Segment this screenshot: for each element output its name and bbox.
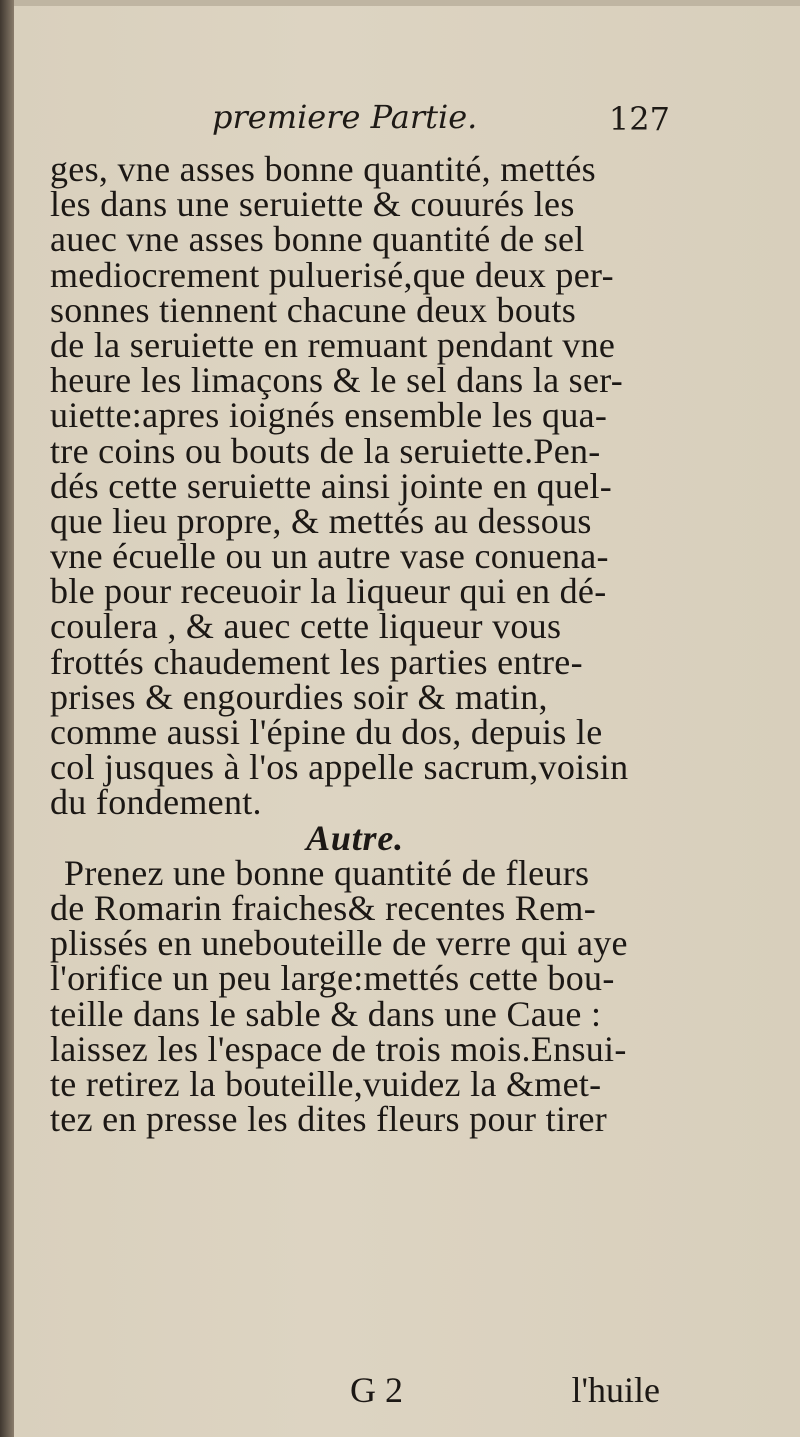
text-line: heure les limaçons & le sel dans la ser- — [50, 360, 624, 401]
text-line: que lieu propre, & mettés au dessous — [50, 500, 592, 541]
text-line: te retirez la bouteille,vuidez la &met- — [50, 1063, 602, 1104]
running-head: premiere Partie. — [212, 98, 478, 136]
text-line: de Romarin fraiches& recentes Rem- — [50, 887, 596, 928]
catchword: l'huile — [571, 1370, 660, 1410]
binding-shadow — [0, 0, 14, 1437]
page-header — [200, 98, 670, 142]
text-line: coulera , & auec cette liqueur vous — [50, 606, 562, 647]
text-line: uiette:apres ioignés ensemble les qua- — [50, 395, 608, 436]
text-line: du fondement. — [50, 782, 262, 823]
text-line: dés cette seruiette ainsi jointe en quel- — [50, 465, 613, 506]
page-number: 127 — [608, 100, 670, 138]
text-line: tez en presse les dites fleurs pour tirer — [50, 1099, 608, 1140]
text-line: frottés chaudement les parties entre- — [50, 641, 583, 682]
text-line: prises & engourdies soir & matin, — [50, 676, 548, 717]
text-line: col jusques à l'os appelle sacrum,voisin — [50, 747, 629, 788]
text-line: sonnes tiennent chacune deux bouts — [50, 289, 577, 330]
section-title: Autre. — [306, 817, 404, 858]
text-line: laissez les l'espace de trois mois.Ensui- — [50, 1028, 627, 1069]
page-top-edge — [14, 0, 800, 6]
text-line: de la seruiette en remuant pendant vne — [50, 324, 616, 365]
text-line: tre coins ou bouts de la seruiette.Pen- — [50, 430, 601, 471]
text-line: l'orifice un peu large:mettés cette bou- — [50, 958, 615, 999]
text-line: les dans une seruiette & couurés les — [50, 184, 575, 225]
text-line: Prenez une bonne quantité de fleurs — [64, 852, 590, 893]
text-line: auec vne asses bonne quantité de sel — [50, 219, 585, 260]
text-line: plissés en unebouteille de verre qui aye — [50, 923, 628, 964]
text-line: teille dans le sable & dans une Caue : — [50, 993, 602, 1034]
body-text — [50, 149, 660, 1140]
page-footer — [200, 1369, 660, 1409]
text-line: vne écuelle ou un autre vase conuena- — [50, 536, 609, 577]
signature-mark: G 2 — [350, 1370, 403, 1410]
text-line: mediocrement puluerisé,que deux per- — [50, 254, 614, 295]
text-line: comme aussi l'épine du dos, depuis le — [50, 712, 603, 752]
text-line: ble pour receuoir la liqueur qui en dé- — [50, 571, 607, 612]
text-line: ges, vne asses bonne quantité, mettés — [50, 149, 596, 189]
